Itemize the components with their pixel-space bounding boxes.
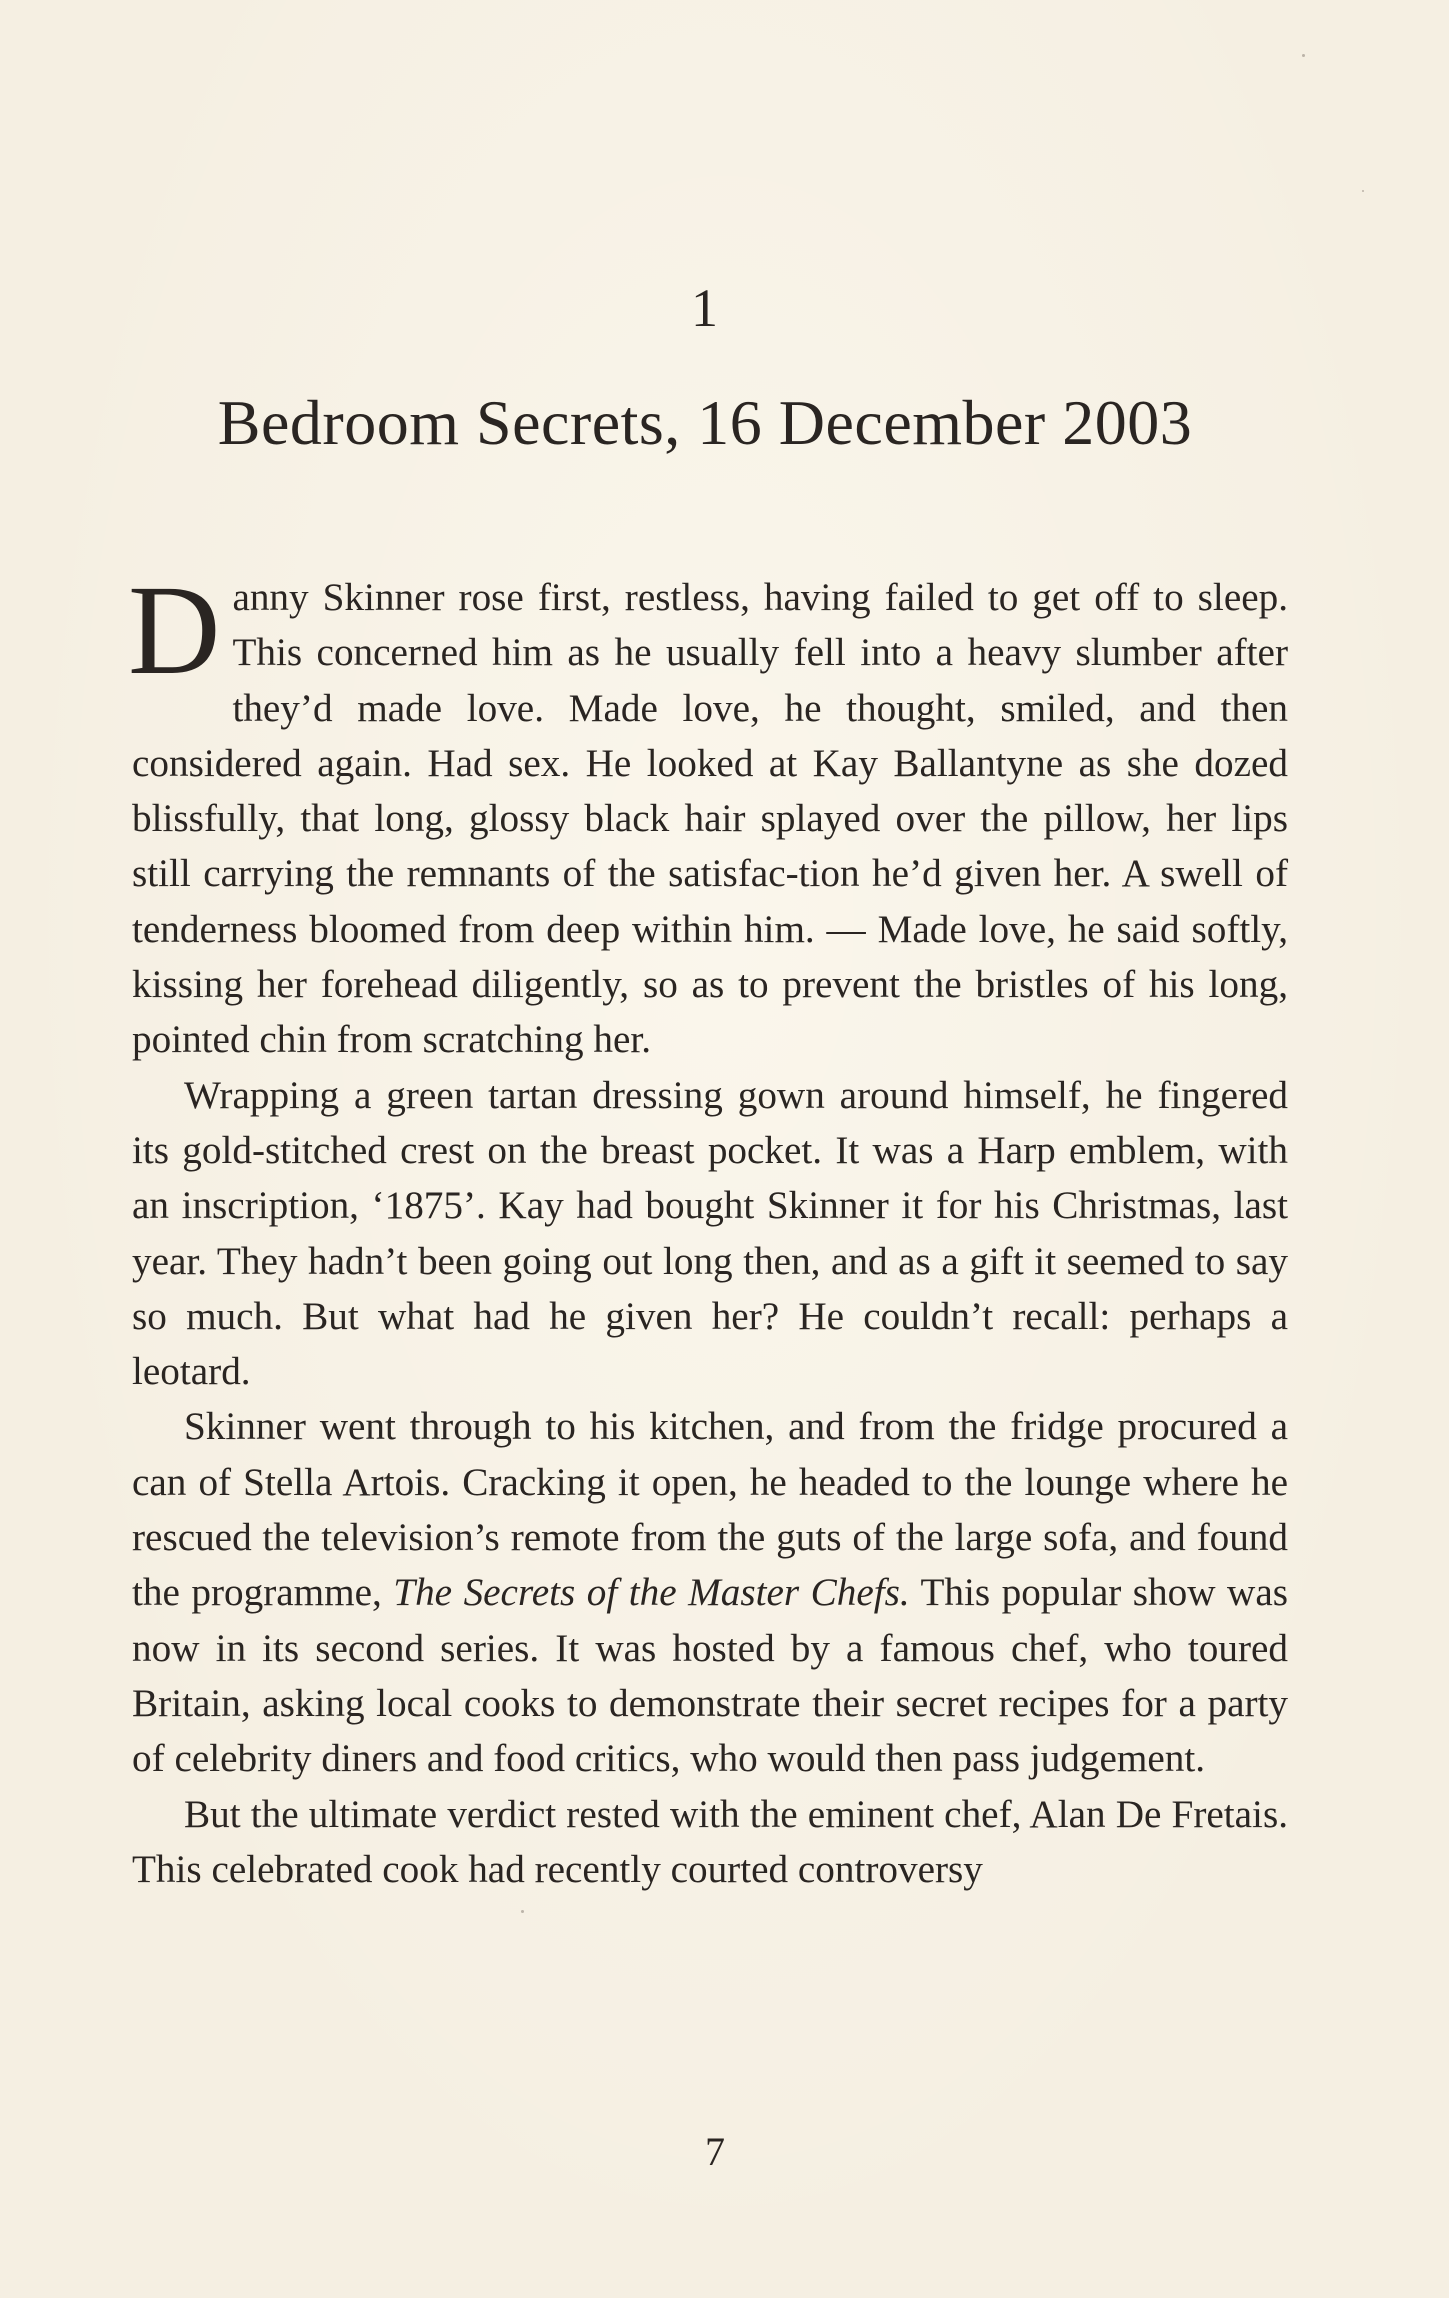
- chapter-number: 1: [691, 278, 719, 338]
- paragraph-1: [128, 559, 1288, 1068]
- page-number: 7: [705, 2129, 725, 2174]
- paper-speck: [1362, 190, 1364, 192]
- programme-title: The Secrets of the Master Chefs.: [393, 1571, 910, 1615]
- paragraph-1-text: anny Skinner rose first, restless, having failed to get off to sleep. This concerned him as he usually fell into a heavy slumber after they’d made love. Made love, he thought, smiled, and then considered again. Had sex. He looked at Kay Ballantyne as she dozed blissfully, that long, glossy black hair splayed over the pillow, her lips still carrying the remnants of the satisfac-tion he’d given her. A swell of tenderness bloomed from deep within him. — Made love, he said softly, kissing her forehead diligently, so as to prevent the bristles of his long, pointed chin from scratching her.: [132, 576, 1288, 1062]
- paragraph-2: Wrapping a green tartan dressing gown around himself, he fingered its gold-stitched crest on the breast pocket. It was a Harp emblem, with an inscription, ‘1875’. Kay had bought Skinner it for his Christmas, last year. They hadn’t been going out long then, and as a gift it seemed to say so much. But what had he given her? He couldn’t recall: perhaps a leotard.: [132, 1073, 1288, 1394]
- paragraph-4: But the ultimate verdict rested with the eminent chef, Alan De Fretais. This celebrated cook had recently courted controversy: [132, 1792, 1288, 1891]
- paper-speck: [1302, 54, 1305, 57]
- chapter-title: Bedroom Secrets, 16 December 2003: [217, 387, 1193, 458]
- paragraph-3: [132, 1399, 1288, 1786]
- body-text: [128, 559, 1288, 1897]
- paragraph-3-text-before: Skinner went through to his kitchen, and from the fridge procured a can of Stella Artois. Cracking it open, he headed to the lounge where he rescued the television’s remote from the guts of the large sofa, and found the programme,: [132, 1405, 1288, 1615]
- paper-speck: [521, 1910, 524, 1913]
- drop-cap: D: [128, 559, 221, 701]
- paragraph-3-text-after: This popular show was now in its second series. It was hosted by a famous chef, who toured Britain, asking local cooks to demonstrate their secret recipes for a party of celebrity diners and food critics, who would then pass judgement.: [132, 1571, 1288, 1781]
